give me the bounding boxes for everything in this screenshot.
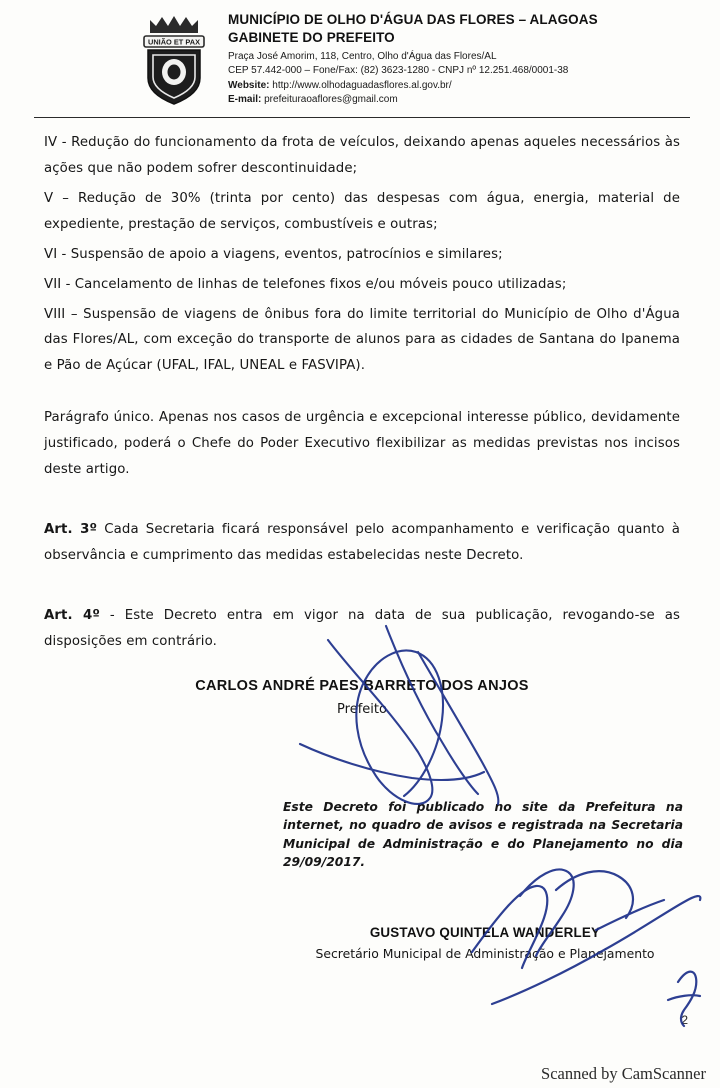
paragrafo-unico: Parágrafo único. Apenas nos casos de urgência e excepcional interesse público, devidamente justificado, poderá o Chefe do Poder Executivo flexibilizar as medidas previstas nos incisos deste artigo.: [44, 410, 680, 478]
letterhead-email-line: [228, 93, 598, 108]
secretary-role: Secretário Municipal de Administração e Planejamento: [315, 946, 655, 961]
svg-text:UNIÃO ET PAX: UNIÃO ET PAX: [147, 37, 201, 47]
mayor-signature-block: [44, 678, 680, 717]
municipal-crest-icon: [130, 12, 218, 108]
letterhead-office: GABINETE DO PREFEITO: [228, 29, 395, 45]
email-label: E-mail:: [228, 94, 262, 106]
secretary-name: GUSTAVO QUINTELA WANDERLEY: [369, 925, 601, 940]
letterhead-website-line: [228, 79, 598, 94]
clause-vi: VI - Suspensão de apoio a viagens, eventos, patrocínios e similares;: [44, 246, 503, 262]
mayor-role: Prefeito: [337, 702, 387, 717]
header-divider: [34, 117, 690, 118]
website-url[interactable]: http://www.olhodaguadasflores.al.gov.br/: [272, 79, 452, 91]
clause-vii: VII - Cancelamento de linhas de telefones fixos e/ou móveis pouco utilizadas;: [44, 276, 567, 292]
letterhead-contact: CEP 57.442-000 – Fone/Fax: (82) 3623-1280 - CNPJ nº 12.251.468/0001-38: [228, 65, 569, 77]
clause-viii: VIII – Suspensão de viagens de ônibus fora do limite territorial do Município de Olho d'Água das Flores/AL, com exceção do transporte de alunos para as cidades de Santana do Ipanema e Pão de Açúcar (UFAL, IFAL, UNEAL e FASVIPA).: [44, 306, 680, 374]
website-label: Website:: [228, 79, 270, 91]
article-3-text: Cada Secretaria ficará responsável pelo acompanhamento e verificação quanto à observância e cumprimento das medidas estabelecidas neste Decreto.: [44, 522, 680, 563]
publication-note: Este Decreto foi publicado no site da Prefeitura na internet, no quadro de avisos e registrada na Secretaria Municipal de Administração e do Planejamento no dia 29/09/2017.: [283, 800, 683, 870]
letterhead-municipality: MUNICÍPIO DE OLHO D'ÁGUA DAS FLORES – ALAGOAS: [228, 12, 598, 27]
article-4-label: Art. 4º: [44, 607, 100, 623]
letterhead: [0, 8, 720, 116]
article-3-label: Art. 3º: [44, 522, 98, 538]
clause-iv: IV - Redução do funcionamento da frota de veículos, deixando apenas aqueles necessários às ações que não podem sofrer descontinuidade;: [44, 135, 680, 176]
article-4-text: - Este Decreto entra em vigor na data de sua publicação, revogando-se as disposições em contrário.: [44, 607, 681, 649]
scanner-credit: Scanned by CamScanner: [541, 1064, 706, 1083]
letterhead-text: [228, 12, 598, 108]
letterhead-address: Praça José Amorim, 118, Centro, Olho d'Água das Flores/AL: [228, 50, 497, 62]
secretary-signature-block: [280, 925, 690, 961]
email-address[interactable]: prefeituraoaflores@gmail.com: [264, 94, 398, 106]
document-body: [44, 130, 680, 659]
article-3: [44, 517, 680, 569]
article-4: [44, 603, 680, 655]
page-number: 2: [681, 1013, 688, 1027]
mayor-name: CARLOS ANDRÉ PAES BARRETO DOS ANJOS: [195, 678, 529, 694]
clause-v: V – Redução de 30% (trinta por cento) das despesas com água, energia, material de expediente, prestação de serviços, combustíveis e outras;: [44, 190, 680, 232]
